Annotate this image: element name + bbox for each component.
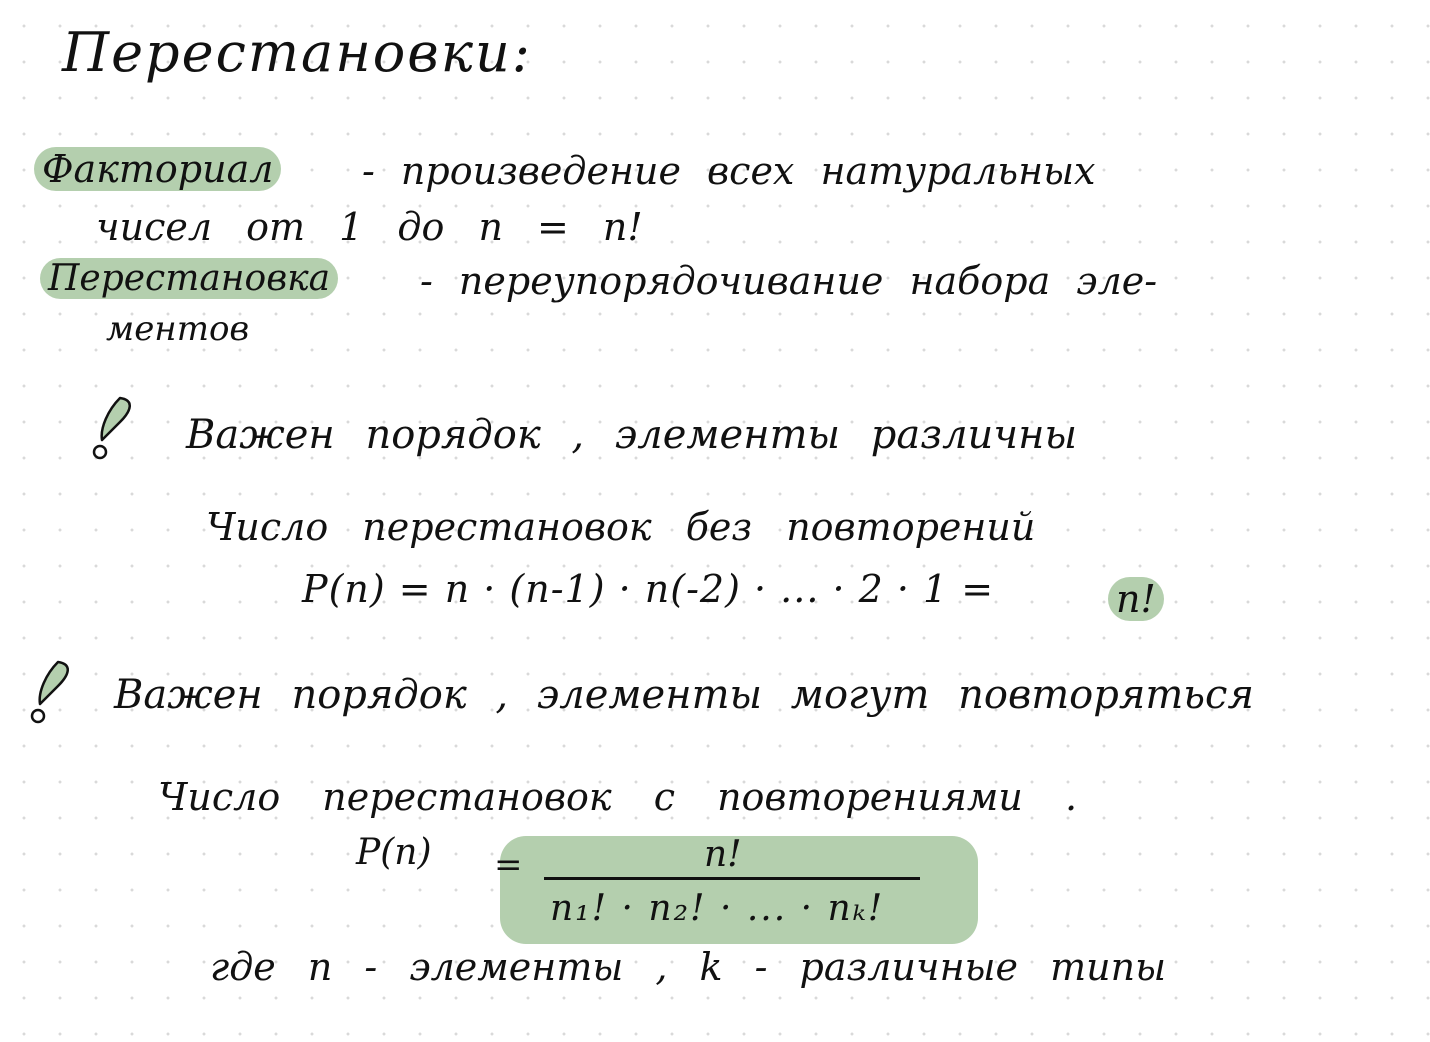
exclamation-icon — [90, 392, 140, 462]
heading-with-repetition: Число перестановок с повторениями . — [158, 775, 1078, 819]
definition-permutation-text: - переупорядочивание набора эле- — [420, 259, 1158, 303]
formula-result-highlight: n! — [1108, 577, 1164, 621]
formula-explanation: где n - элементы , k - различные типы — [210, 945, 1167, 989]
formula-denominator: n₁! · n₂! · ... · nₖ! — [550, 888, 885, 929]
term-factorial — [34, 148, 281, 192]
term-permutation — [40, 258, 338, 299]
exclamation-icon — [28, 656, 78, 726]
fraction-line — [544, 877, 920, 880]
definition-permutation-continuation: ментов — [106, 309, 250, 349]
definition-factorial-text: - произведение всех натуральных — [362, 149, 1096, 193]
formula-equals: = — [494, 845, 523, 885]
note-order-repeat: Важен порядок , элементы могут повторяться — [114, 672, 1254, 718]
note-order-distinct: Важен порядок , элементы различны — [186, 412, 1078, 458]
term-permutation-highlight: Перестановка — [40, 258, 338, 299]
heading-without-repetition: Число перестановок без повторений — [206, 505, 1036, 549]
formula-lhs: P(n) — [356, 832, 432, 873]
page-title: Перестановки: — [62, 21, 532, 84]
term-factorial-highlight: Факториал — [34, 147, 281, 191]
definition-factorial-continuation: чисел от 1 до n = n! — [96, 205, 643, 249]
formula-result — [1108, 578, 1164, 622]
formula-numerator: n! — [704, 834, 742, 875]
formula-without-repetition: P(n) = n · (n-1) · n(-2) · ... · 2 · 1 = — [302, 567, 995, 611]
